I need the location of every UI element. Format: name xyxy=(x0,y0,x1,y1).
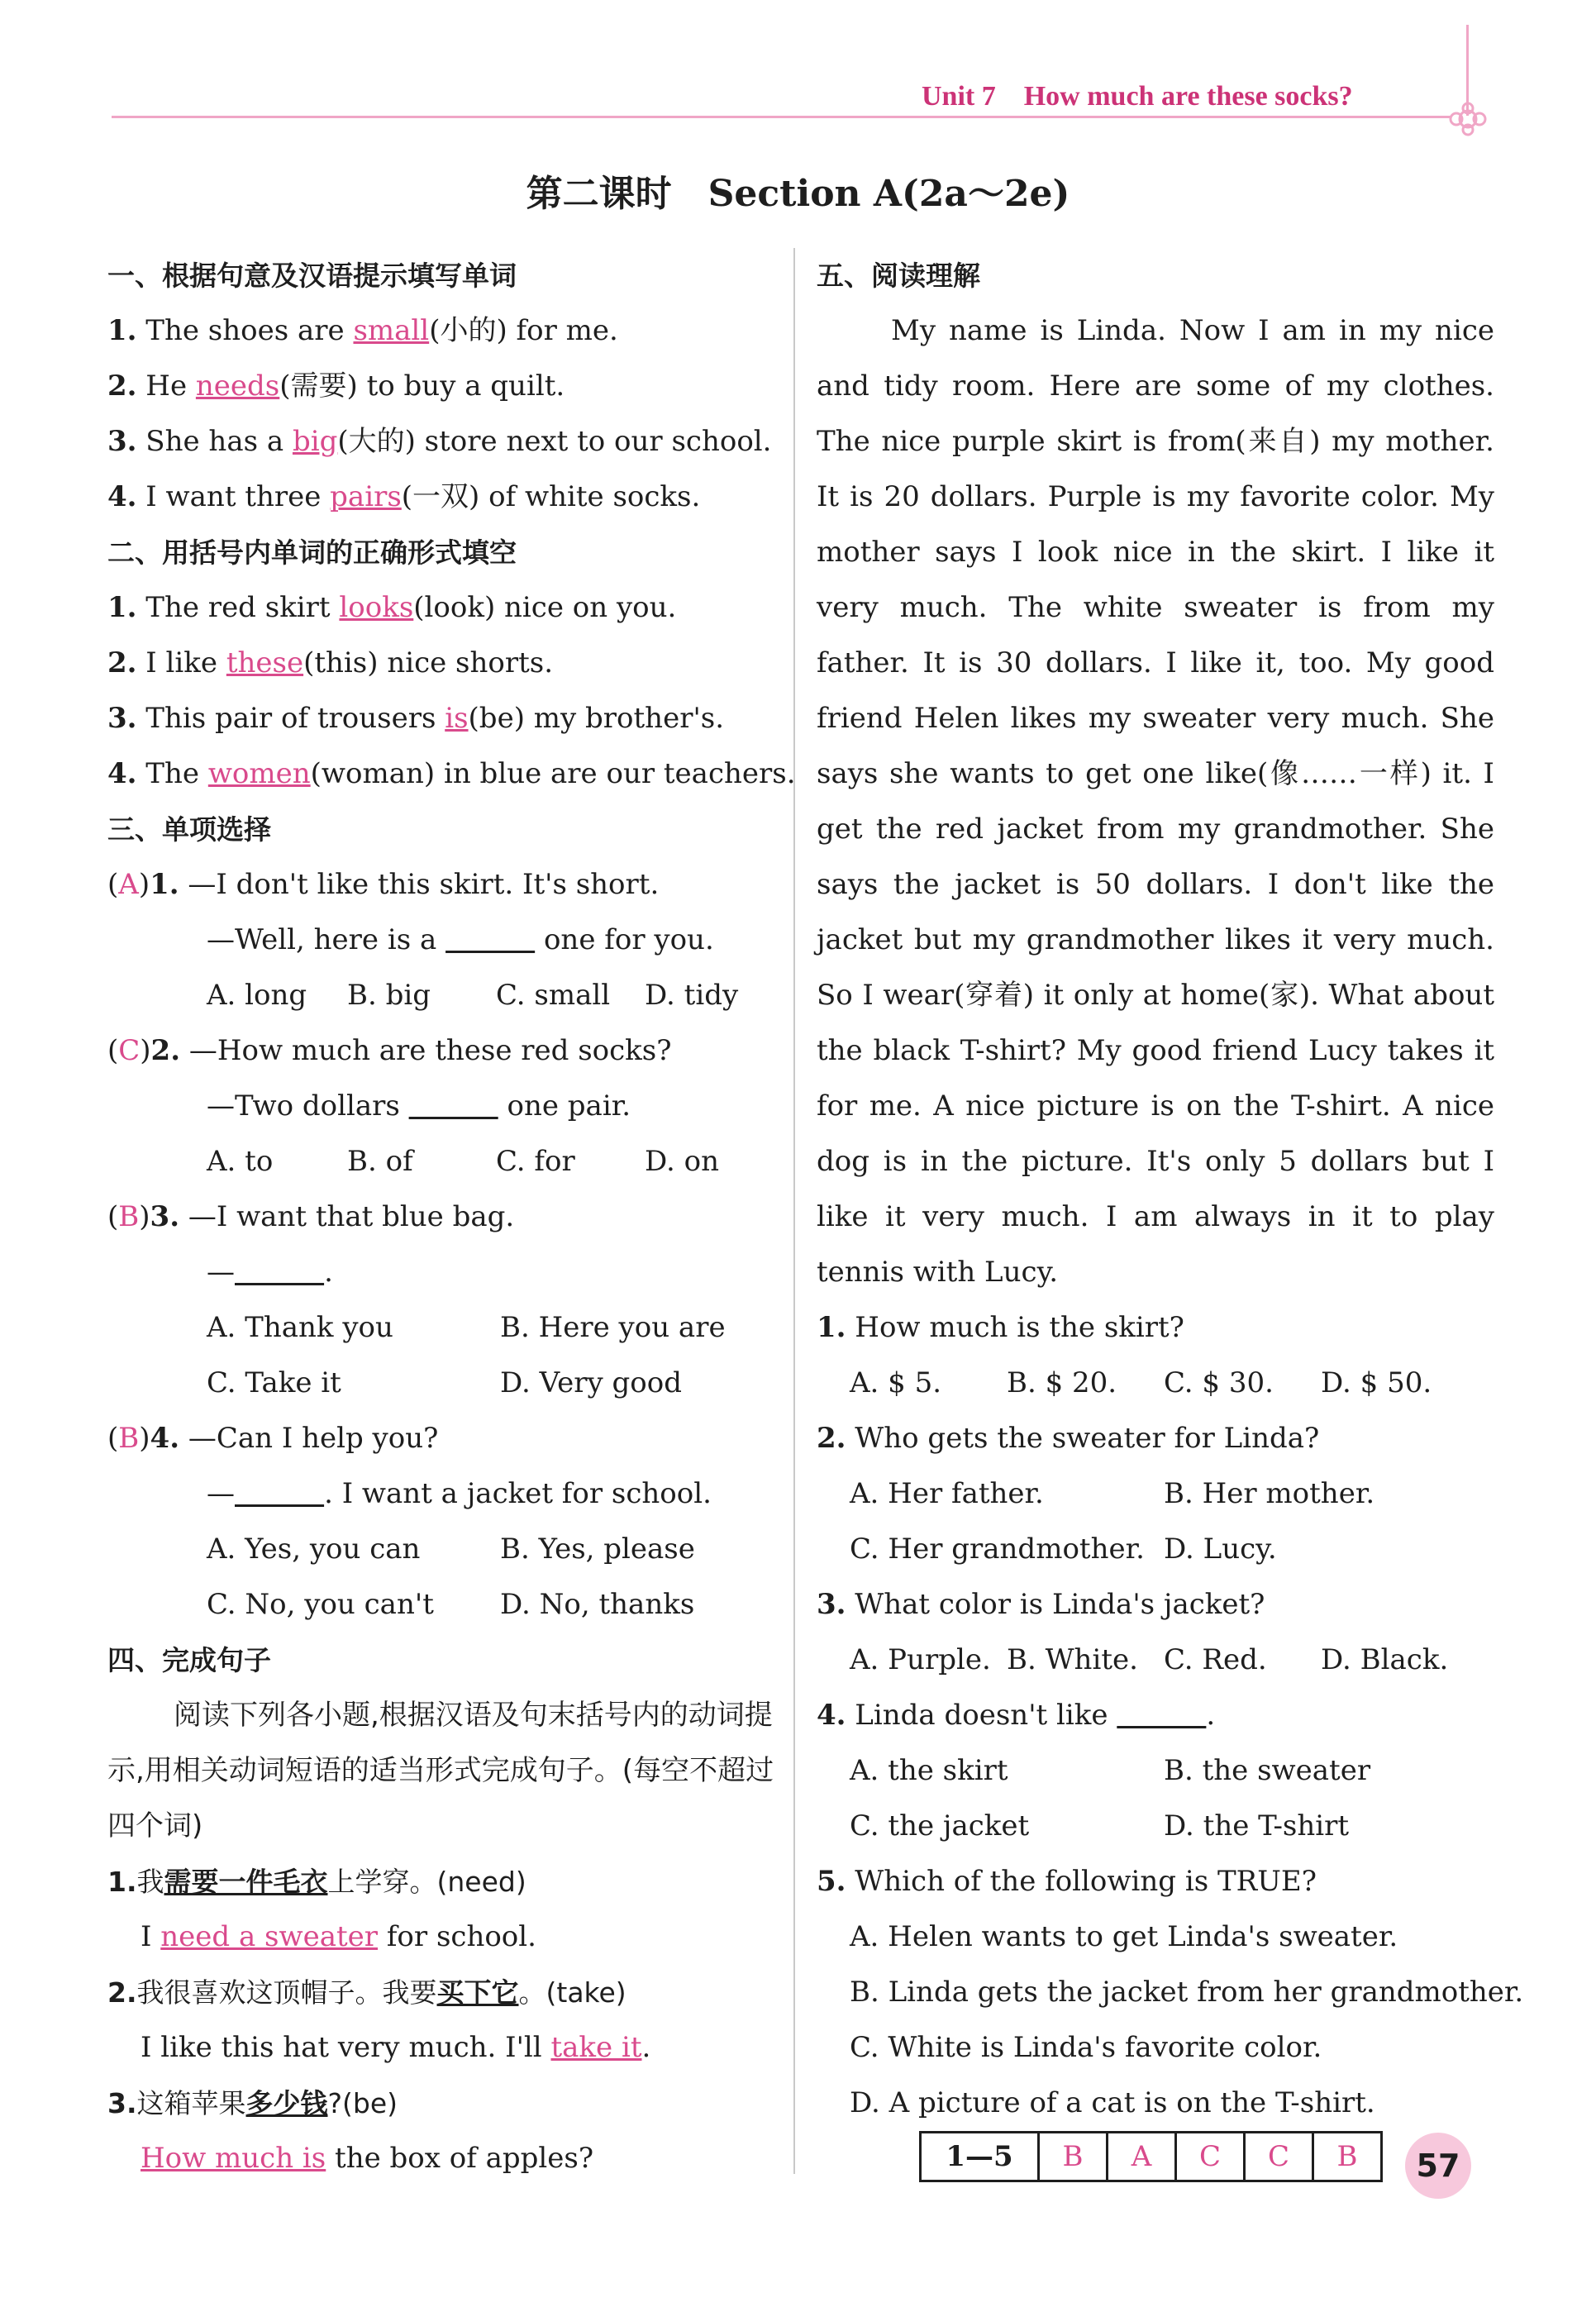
reading-question-4: 4. Linda doesn't like . xyxy=(817,1699,1216,1732)
answer: is xyxy=(445,702,469,735)
mc-question-4-options-b: C. No, you can't D. No, thanks xyxy=(207,1588,695,1621)
reading-question-2-options-a: A. Her father. B. Her mother. xyxy=(850,1477,1375,1510)
reading-question-1-options: A. $ 5. B. $ 20. C. $ 30. D. $ 50. xyxy=(850,1366,1432,1399)
reading-question-1: 1. How much is the skirt? xyxy=(817,1311,1184,1344)
answer-cell: B xyxy=(1313,2133,1382,2181)
mc-question-1-options: A. long B. big C. small D. tidy xyxy=(207,979,739,1012)
reading-passage: My name is Linda. Now I am in my nice and tidy room. Here are some of my clothes. The nice purple skirt is from(来自) my mother. It is 20 dollars. Purple is my favorite color. My mother says I look nice in the skirt. I like it very much. The white sweater is from my father. It is 30 dollars. I like it, too. My good friend Helen likes my sweater very much. She says she wants to get one like(像……一样) it. I get the red jacket from my grandmother. She says the jacket is 50 dollars. I don't like the jacket but my grandmother likes it very much. So I wear(穿着) it only at home(家). What about the black T-shirt? My good friend Lucy takes it for me. A nice picture is on the T-shirt. A nice dog is in the picture. It's only 5 dollars but I like it very much. I am always in it to play tennis with Lucy. xyxy=(817,314,1494,1289)
mc-question-1: (A)1. —I don't like this skirt. It's short. xyxy=(107,868,660,901)
mc-question-3: (B)3. —I want that blue bag. xyxy=(107,1200,515,1233)
reading-question-4-options-b: C. the jacket D. the T-shirt xyxy=(850,1809,1350,1842)
mc-question-4-options-a: A. Yes, you can B. Yes, please xyxy=(207,1533,695,1566)
sentence-2-en: I like this hat very much. I'll take it. xyxy=(141,2031,651,2064)
mc-question-3-options-a: A. Thank you B. Here you are xyxy=(207,1311,726,1344)
answer: these xyxy=(226,646,304,679)
mc-answer: C xyxy=(118,1034,141,1067)
answer: big xyxy=(292,425,338,458)
part1-item-1: 1. The shoes are small(小的) for me. xyxy=(107,314,618,347)
page-number: 57 xyxy=(1405,2133,1471,2199)
answer-cell: B xyxy=(1039,2133,1108,2181)
answer-cell: C xyxy=(1176,2133,1245,2181)
unit-title: Unit 7 How much are these socks? xyxy=(922,81,1353,112)
mc-answer: B xyxy=(118,1200,140,1233)
header-rule xyxy=(112,116,1451,118)
left-column xyxy=(107,248,796,2186)
mc-answer: B xyxy=(118,1422,140,1455)
reading-question-4-options-a: A. the skirt B. the sweater xyxy=(850,1754,1371,1787)
part2-heading: 二、用括号内单词的正确形式填空 xyxy=(107,536,517,569)
mc-question-2-options: A. to B. of C. for D. on xyxy=(207,1145,720,1178)
right-column xyxy=(817,248,1524,2131)
part4-heading: 四、完成句子 xyxy=(107,1644,271,1676)
part2-item-4: 4. The women(woman) in blue are our teachers. xyxy=(107,757,796,790)
reading-question-2-options-b: C. Her grandmother. D. Lucy. xyxy=(850,1533,1277,1566)
answer-cell: A xyxy=(1108,2133,1176,2181)
reading-question-3: 3. What color is Linda's jacket? xyxy=(817,1588,1265,1621)
reading-question-5-option-c: C. White is Linda's favorite color. xyxy=(850,2031,1322,2064)
answer-table-label: 1—5 xyxy=(921,2133,1039,2181)
answer: women xyxy=(207,757,311,790)
reading-question-5-option-d: D. A picture of a cat is on the T-shirt. xyxy=(850,2086,1375,2119)
mc-question-4: (B)4. —Can I help you? xyxy=(107,1422,439,1455)
chinese-knot-icon xyxy=(1436,99,1499,139)
part3-heading: 三、单项选择 xyxy=(107,813,271,846)
answer-table xyxy=(919,2131,1383,2182)
mc-question-2-line2: —Two dollars one pair. xyxy=(207,1089,631,1123)
answer: small xyxy=(353,314,430,347)
reading-question-5-option-b: B. Linda gets the jacket from her grandmother. xyxy=(850,1976,1524,2009)
sentence-3-en: How much is the box of apples? xyxy=(141,2142,594,2175)
answer: looks xyxy=(339,591,414,624)
reading-question-5: 5. Which of the following is TRUE? xyxy=(817,1865,1317,1898)
answer: How much is xyxy=(141,2142,326,2175)
reading-question-2: 2. Who gets the sweater for Linda? xyxy=(817,1422,1320,1455)
mc-question-1-line2: —Well, here is a one for you. xyxy=(207,923,714,956)
part2-item-1: 1. The red skirt looks(look) nice on you. xyxy=(107,591,677,624)
part1-item-2: 2. He needs(需要) to buy a quilt. xyxy=(107,369,565,403)
part4-instructions: 阅读下列各小题,根据汉语及句末括号内的动词提示,用相关动词短语的适当形式完成句子。(每空不超过四个词) xyxy=(107,1699,774,1842)
answer: take it xyxy=(550,2031,642,2064)
reading-question-5-option-a: A. Helen wants to get Linda's sweater. xyxy=(850,1920,1398,1953)
part1-item-3: 3. She has a big(大的) store next to our school. xyxy=(107,425,772,458)
sentence-2-zh: 2.我很喜欢这顶帽子。我要买下它。(take) xyxy=(107,1976,626,2009)
sentence-1-zh: 1.我需要一件毛衣上学穿。(need) xyxy=(107,1866,526,1898)
part2-item-3: 3. This pair of trousers is(be) my brother's. xyxy=(107,702,725,735)
mc-question-3-options-b: C. Take it D. Very good xyxy=(207,1366,682,1399)
column-divider xyxy=(793,248,795,2174)
answer-cell: C xyxy=(1245,2133,1313,2181)
answer: needs xyxy=(195,369,280,403)
sentence-1-en: I need a sweater for school. xyxy=(141,1920,536,1953)
part1-heading: 一、根据句意及汉语提示填写单词 xyxy=(107,260,517,292)
mc-answer: A xyxy=(118,868,139,901)
answer: need a sweater xyxy=(160,1920,379,1953)
mc-question-3-line2: — . xyxy=(207,1256,333,1289)
answer: pairs xyxy=(330,480,402,513)
reading-question-3-options: A. Purple. B. White. C. Red. D. Black. xyxy=(850,1643,1449,1676)
sentence-3-zh: 3.这箱苹果多少钱?(be) xyxy=(107,2087,398,2119)
part2-item-2: 2. I like these(this) nice shorts. xyxy=(107,646,554,679)
part5-heading: 五、阅读理解 xyxy=(817,260,980,292)
section-title: 第二课时 Section A(2a～2e) xyxy=(526,173,1070,215)
mc-question-2: (C)2. —How much are these red socks? xyxy=(107,1034,672,1067)
mc-question-4-line2: — . I want a jacket for school. xyxy=(207,1477,712,1510)
part1-item-4: 4. I want three pairs(一双) of white socks. xyxy=(107,480,701,513)
